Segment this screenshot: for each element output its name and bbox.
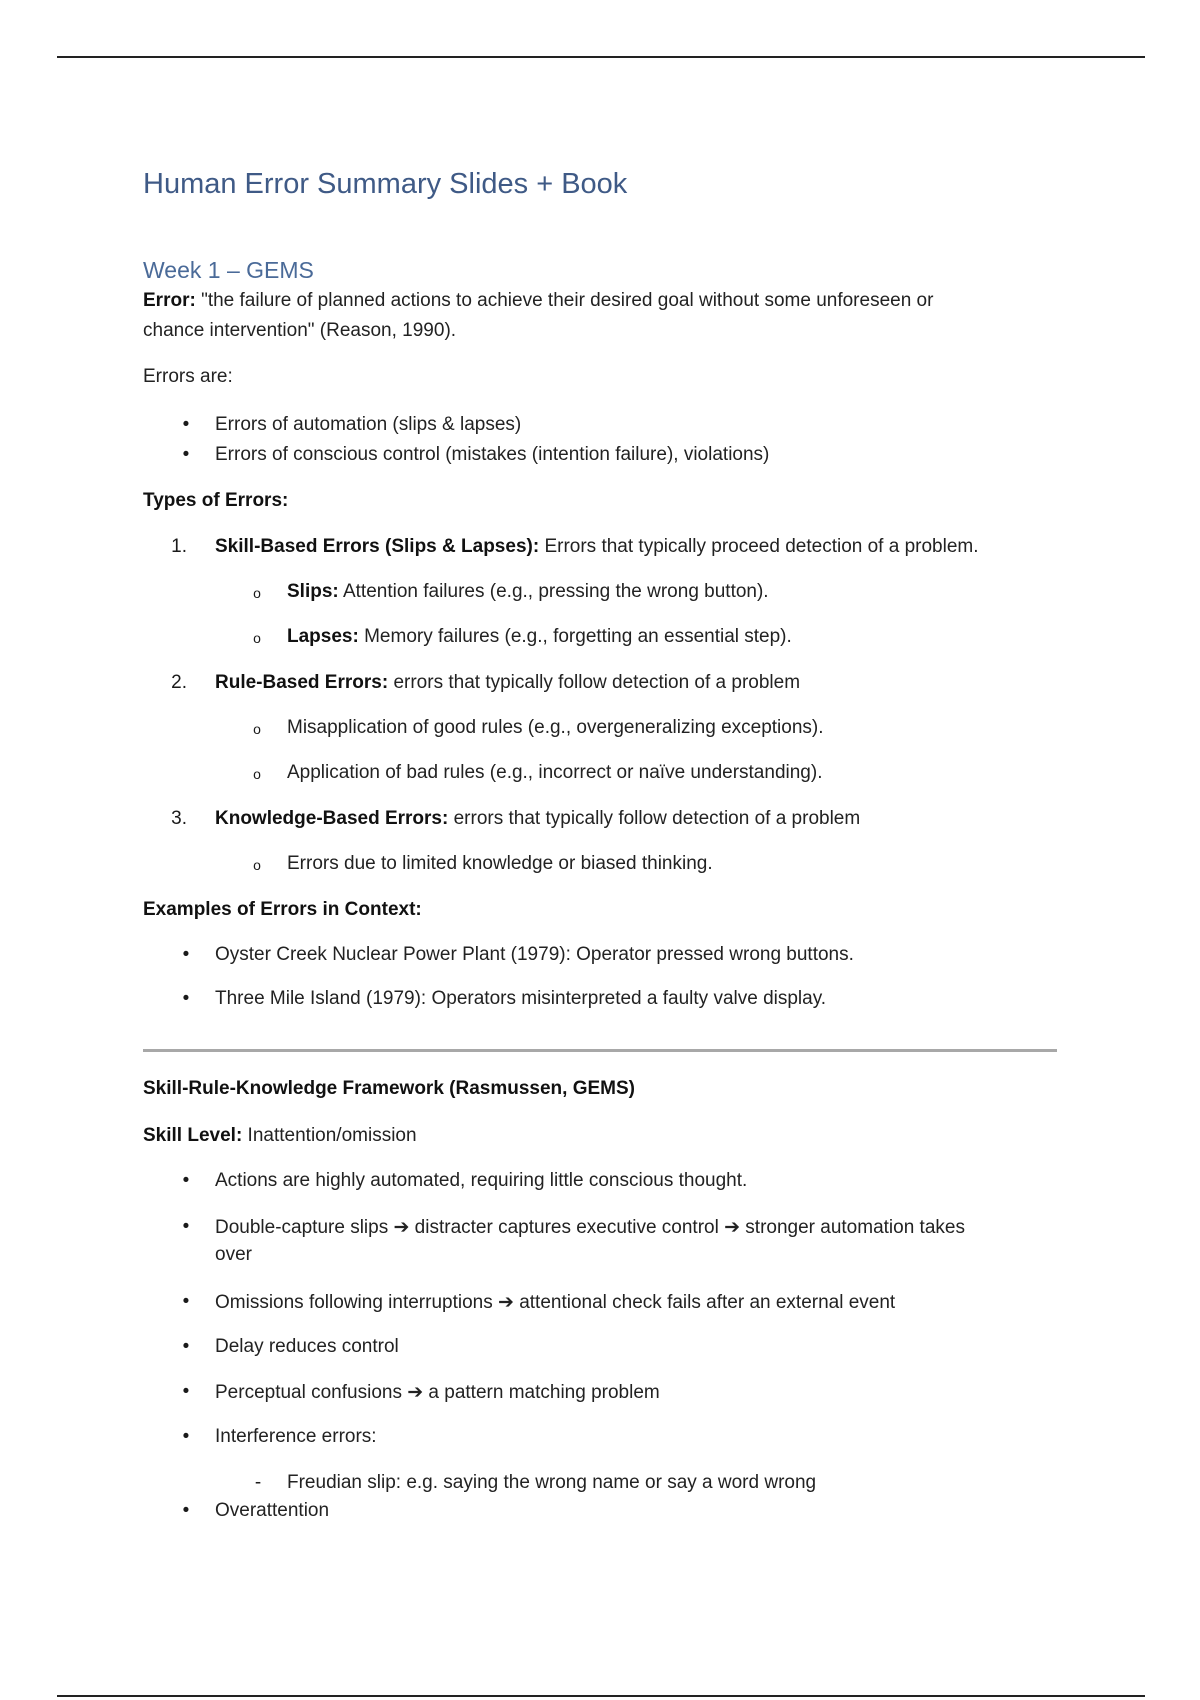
sub-bullet-icon: o xyxy=(253,766,261,782)
sub-item-slips: Slips: Attention failures (e.g., pressing the wrong button). xyxy=(287,581,769,602)
skill-item-continuation: over xyxy=(215,1244,252,1265)
sub-bullet-icon: o xyxy=(253,721,261,737)
sub-item: Freudian slip: e.g. saying the wrong name or say a word wrong xyxy=(287,1472,817,1493)
type-knowledge-based: Knowledge-Based Errors: errors that typically follow detection of a problem xyxy=(215,808,861,829)
bullet-icon: • xyxy=(182,414,190,435)
example-item: Oyster Creek Nuclear Power Plant (1979): Operator pressed wrong buttons. xyxy=(215,944,854,965)
sub-bullet-icon: o xyxy=(253,857,261,873)
document-title: Human Error Summary Slides + Book xyxy=(143,168,628,200)
error-definition-line2: chance intervention" (Reason, 1990). xyxy=(143,320,457,341)
dash-icon: - xyxy=(254,1472,262,1493)
week-heading: Week 1 – GEMS xyxy=(143,257,314,283)
type-skill-based: Skill-Based Errors (Slips & Lapses): Errors that typically proceed detection of a problem. xyxy=(215,536,979,557)
bullet-icon: • xyxy=(182,1291,190,1312)
type-rule-based: Rule-Based Errors: errors that typically follow detection of a problem xyxy=(215,672,801,693)
footer-rule xyxy=(57,1695,1145,1697)
skill-item: Actions are highly automated, requiring little conscious thought. xyxy=(215,1170,748,1191)
sub-item-lapses: Lapses: Memory failures (e.g., forgetting an essential step). xyxy=(287,626,792,647)
list-item: Errors of automation (slips & lapses) xyxy=(215,414,522,435)
sub-item: Errors due to limited knowledge or biased thinking. xyxy=(287,853,713,874)
sub-item: Application of bad rules (e.g., incorrect or naïve understanding). xyxy=(287,762,823,783)
skill-item: Double-capture slips ➔ distracter captures executive control ➔ stronger automation takes xyxy=(215,1217,965,1238)
skill-item: Interference errors: xyxy=(215,1426,377,1447)
errors-are-label: Errors are: xyxy=(143,366,233,387)
bullet-icon: • xyxy=(182,944,190,965)
skill-item: Omissions following interruptions ➔ attentional check fails after an external event xyxy=(215,1292,896,1313)
error-label: Error: xyxy=(143,290,196,311)
bullet-icon: • xyxy=(182,1336,190,1357)
skill-level-line: Skill Level: Inattention/omission xyxy=(143,1125,417,1146)
list-number: 2. xyxy=(171,672,187,693)
framework-heading: Skill-Rule-Knowledge Framework (Rasmussen, GEMS) xyxy=(143,1078,635,1099)
bullet-icon: • xyxy=(182,1216,190,1237)
list-number: 1. xyxy=(171,536,187,557)
bullet-icon: • xyxy=(182,1381,190,1402)
bullet-icon: • xyxy=(182,1170,190,1191)
error-definition-line1 xyxy=(143,290,933,312)
list-number: 3. xyxy=(171,808,187,829)
list-item: Errors of conscious control (mistakes (intention failure), violations) xyxy=(215,444,770,465)
bullet-icon: • xyxy=(182,1500,190,1521)
types-heading: Types of Errors: xyxy=(143,490,289,511)
sub-bullet-icon: o xyxy=(253,585,261,601)
skill-item: Delay reduces control xyxy=(215,1336,399,1357)
skill-item: Overattention xyxy=(215,1500,330,1521)
sub-bullet-icon: o xyxy=(253,630,261,646)
header-rule xyxy=(57,56,1145,58)
example-item: Three Mile Island (1979): Operators misinterpreted a faulty valve display. xyxy=(215,988,827,1009)
section-divider xyxy=(143,1049,1057,1052)
bullet-icon: • xyxy=(182,444,190,465)
skill-item: Perceptual confusions ➔ a pattern matching problem xyxy=(215,1382,660,1403)
bullet-icon: • xyxy=(182,988,190,1009)
examples-heading: Examples of Errors in Context: xyxy=(143,899,422,920)
bullet-icon: • xyxy=(182,1426,190,1447)
error-definition-text: "the failure of planned actions to achieve their desired goal without some unforeseen or xyxy=(195,290,934,311)
sub-item: Misapplication of good rules (e.g., overgeneralizing exceptions). xyxy=(287,717,824,738)
